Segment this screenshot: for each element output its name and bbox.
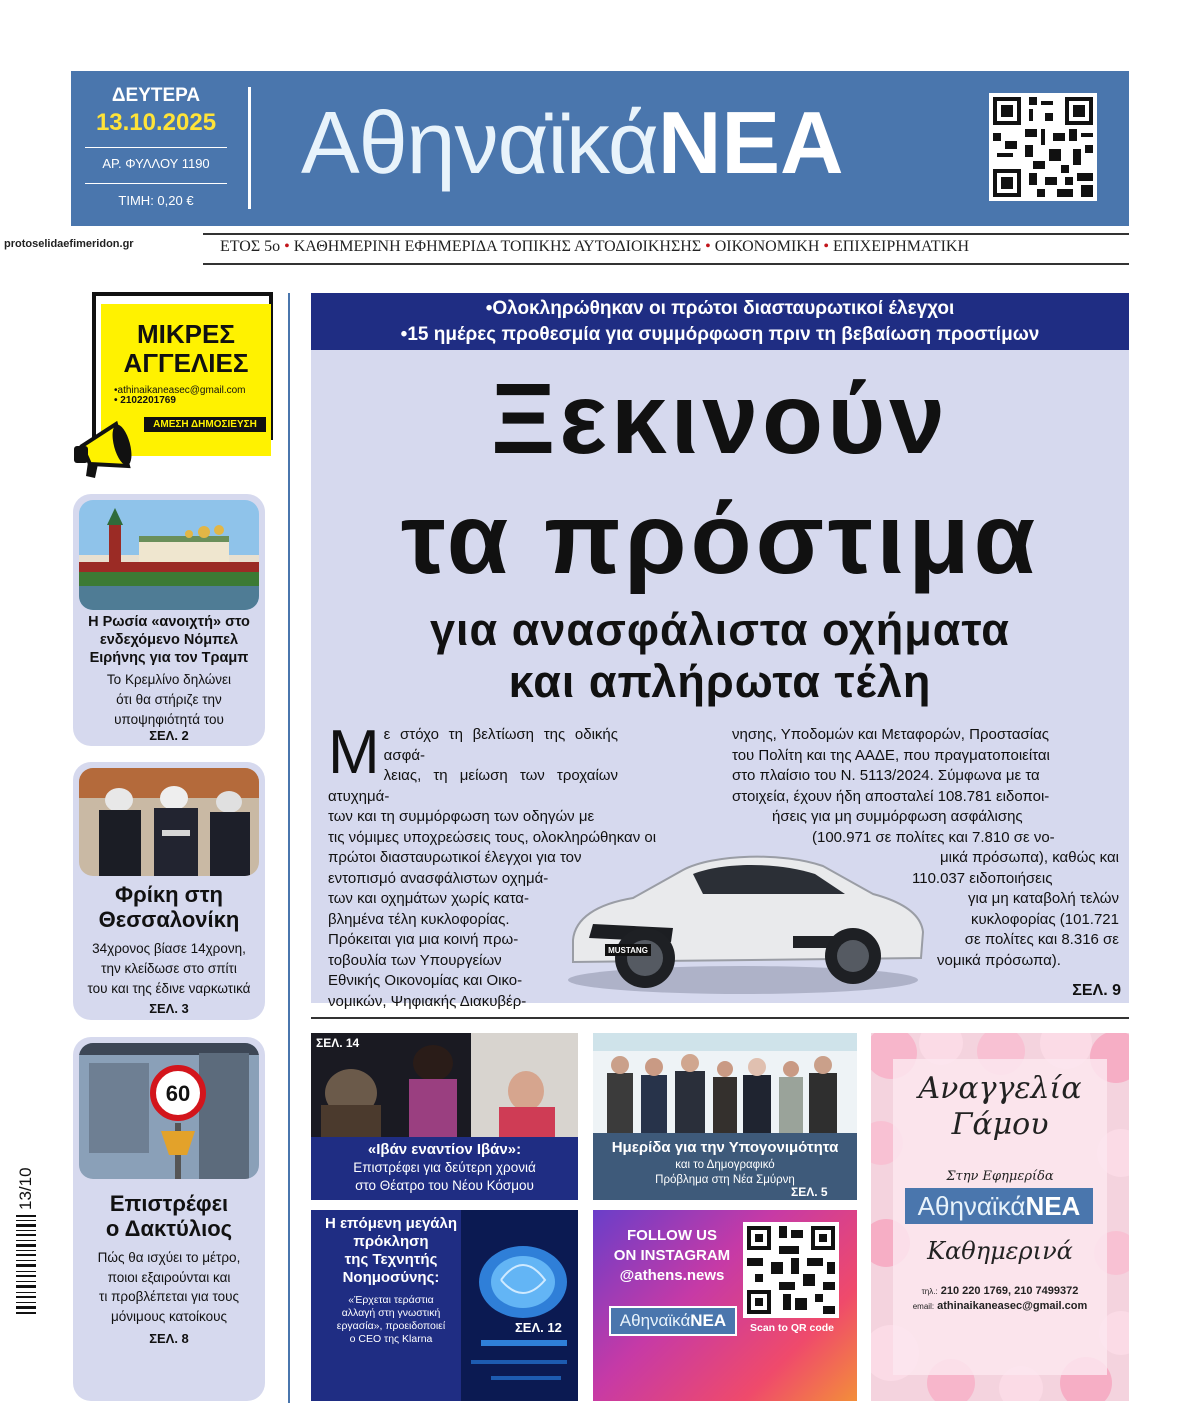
ai-story[interactable] [311, 1210, 578, 1401]
summary-line: και το Δημογραφικό [675, 1159, 775, 1171]
divider [85, 147, 227, 148]
theatre-story[interactable] [311, 1033, 578, 1200]
email-address[interactable]: athinaikaneasec@gmail.com [937, 1300, 1088, 1312]
article-line: ήσεις για μη συμμόρφωση ασφάλισης [772, 808, 1023, 825]
wedding-logo [905, 1188, 1093, 1224]
instagram-handle: @athens.news [619, 1267, 725, 1284]
speed-limit-number: 60 [165, 1081, 191, 1106]
story-title [311, 1215, 471, 1287]
page-ref: ΣΕΛ. 12 [515, 1320, 562, 1335]
tagline-item: ΚΑΘΗΜΕΡΙΝΗ ΕΦΗΜΕΡΙΔΑ ΤΟΠΙΚΗΣ ΑΥΤΟΔΙΟΙΚΗΣΗΣ [293, 238, 702, 255]
logo-bold-text: ΝΕΑ [690, 1311, 727, 1330]
drop-cap: Μ [328, 718, 380, 787]
classifieds-phone[interactable]: • 2102201769 [114, 395, 176, 406]
summary-line: ποιοι εξαιρούνται και [107, 1269, 231, 1285]
title-line: Ειρήνης για τον Τραμπ [89, 650, 249, 666]
title-line: Επιστρέφει [109, 1191, 229, 1216]
phone-label: τηλ.: [921, 1287, 938, 1296]
story-summary [73, 670, 265, 730]
page-ref: ΣΕΛ. 2 [149, 728, 189, 743]
summary-line: ο CEO της Klarna [349, 1333, 433, 1345]
summary-line: τι προβλέπεται για τους [99, 1289, 239, 1304]
instagram-cta [603, 1226, 741, 1286]
article-line: στοιχεία, έχουν ήδη αποσταλεί 108.781 ειδοποι- [732, 787, 1050, 805]
bullet: • [284, 238, 290, 255]
cta-line: ON INSTAGRAM [613, 1247, 731, 1264]
summary-line: αλλαγή στη γνωστική [341, 1307, 441, 1319]
wedding-sub: Στην Εφημερίδα [946, 1169, 1054, 1184]
tagline-item: ΕΠΙΧΕΙΡΗΜΑΤΙΚΗ [833, 238, 970, 255]
headline-line-1: Ξεκινούν [491, 363, 949, 475]
newspaper-logo [301, 93, 844, 193]
article-line: κυκλοφορίας (101.721 [970, 910, 1119, 928]
subhead-line-2: και απλήρωτα τέλη [508, 656, 932, 707]
qr-code-icon [743, 1222, 839, 1318]
summary-line: Πώς θα ισχύει το μέτρο, [97, 1250, 241, 1265]
email-label: email: [912, 1302, 935, 1311]
page-ref: ΣΕΛ. 5 [791, 1185, 828, 1199]
page-ref: ΣΕΛ. 8 [149, 1331, 189, 1346]
title-line: Θεσσαλονίκη [98, 907, 240, 932]
summary-line: υποψηφιότητά του [114, 712, 224, 727]
police-image [79, 768, 259, 876]
cta-line: FOLLOW US [627, 1227, 717, 1244]
summary-line: του και της έδινε ναρκωτικά [87, 981, 251, 996]
headline-line-2: τα πρόστιμα [400, 483, 1040, 595]
story-summary [593, 1158, 857, 1188]
event-story[interactable] [593, 1033, 857, 1200]
speed-sign-image [79, 1043, 259, 1179]
title-line: της Τεχνητής [344, 1251, 438, 1268]
title-line: Αναγγελία [918, 1071, 1082, 1106]
article-line: ε στόχο τη βελτίωση της οδικής ασφά- [383, 726, 618, 764]
main-story[interactable] [311, 350, 1129, 1010]
article-line: Εθνικής Οικονομίας και Οικο- [328, 972, 523, 989]
classifieds-title [101, 320, 271, 378]
tagline [220, 238, 969, 256]
story-title [73, 1191, 265, 1241]
article-line: βλημένα τέλη κυκλοφορίας. [328, 910, 510, 928]
classifieds-tag: ΑΜΕΣΗ ΔΗΜΟΣΙΕΥΣΗ [144, 417, 266, 432]
qr-code[interactable] [989, 93, 1097, 201]
masthead [71, 71, 1129, 226]
barcode-date [16, 1150, 34, 1210]
bullet: • [705, 238, 711, 255]
qr-code-icon [989, 93, 1097, 201]
summary-line: Το Κρεμλίνο δηλώνει [106, 672, 232, 687]
story-summary [73, 939, 265, 999]
logo-bold-text: ΝΕΑ [657, 93, 844, 192]
summary-line: 34χρονος βίασε 14χρονη, [92, 941, 246, 956]
column-rule [288, 293, 290, 1403]
summary-line: Επιστρέφει για δεύτερη χρονιά [353, 1160, 536, 1175]
sidebar-story-thessaloniki[interactable] [73, 762, 265, 1020]
article-line: για μη καταβολή τελών [968, 890, 1119, 907]
event-photo [593, 1033, 857, 1133]
instagram-logo [609, 1306, 737, 1336]
divider [85, 183, 227, 184]
article-line: 110.037 ειδοποιήσεις [912, 869, 1053, 887]
logo-light-text: Αθηναϊκά [917, 1191, 1026, 1221]
sidebar-story-russia[interactable] [73, 494, 265, 746]
wedding-email [895, 1300, 1105, 1312]
police-photo [79, 768, 259, 876]
classifieds-email[interactable]: •athinaikaneasec@gmail.com [114, 385, 246, 396]
barcode-icon [16, 1215, 36, 1315]
car-image [553, 820, 933, 1000]
article-line: μικά πρόσωπα), καθώς και [939, 849, 1119, 866]
story-title [73, 882, 265, 932]
article-line: των και οχημάτων χωρίς κατα- [328, 890, 529, 907]
article-line: τις νόμιμες υποχρεώσεις τους, ολοκληρώθηκαν οι [328, 828, 657, 846]
kremlin-photo [79, 500, 259, 610]
instagram-qr[interactable] [743, 1222, 839, 1318]
title-line: πρόκληση [353, 1233, 429, 1250]
megaphone-icon [70, 414, 140, 484]
page-ref: ΣΕΛ. 14 [316, 1036, 360, 1050]
wedding-daily: Καθημερινά [927, 1237, 1073, 1265]
article-line: νομικών, Ψηφιακής Διακυβέρ- [328, 992, 527, 1010]
wedding-title [871, 1071, 1129, 1143]
article-line: στο πλαίσιο του Ν. 5113/2024. Σύμφωνα με τα [732, 767, 1040, 784]
logo-light-text: Αθηναϊκά [619, 1311, 691, 1330]
classifieds-title-line: ΜΙΚΡΕΣ [137, 319, 235, 349]
barcode-date-text: 13/10 [16, 1167, 35, 1210]
tagline-item: ΟΙΚΟΝΟΜΙΚΗ [714, 238, 820, 255]
bullet: • [823, 238, 830, 255]
summary-line: Πρόβλημα στη Νέα Σμύρνη [655, 1174, 795, 1186]
issue-date: 13.10.2025 [95, 109, 217, 136]
kremlin-image [79, 500, 259, 610]
article-line: πρώτοι διασταυρωτικοί έλεγχοι για τον [328, 849, 582, 866]
summary-line: στο Θέατρο του Νέου Κόσμου [355, 1178, 534, 1193]
summary-line: «Έρχεται τεράστια [348, 1294, 434, 1306]
article-line: σε πολίτες και 8.316 σε [964, 931, 1119, 948]
article-line: Πρόκειται για μια κοινή πρω- [328, 931, 519, 948]
title-line: ενδεχόμενο Νόμπελ [99, 632, 239, 648]
wedding-phones [895, 1285, 1105, 1297]
story-summary [311, 1294, 471, 1346]
speed-sign-photo [79, 1043, 259, 1179]
sidebar-story-daktylios[interactable] [73, 1037, 265, 1401]
article-line: λειας, τη μείωση των τροχαίων ατυχημά- [328, 767, 618, 805]
story-title: Ημερίδα για την Υπογονιμότητα [611, 1139, 839, 1156]
rule [311, 1017, 1129, 1019]
scan-instruction: Scan to QR code [749, 1322, 834, 1334]
classifieds-box[interactable] [92, 292, 269, 462]
main-story-deck [311, 293, 1129, 350]
title-line: Γάμου [951, 1107, 1049, 1142]
subhead-line-1: για ανασφάλιστα οχήματα [430, 604, 1010, 655]
title-line: ο Δακτύλιος [105, 1216, 233, 1241]
story-summary [311, 1159, 578, 1195]
rule [203, 233, 1129, 235]
story-title [73, 613, 265, 667]
summary-line: εργασία», προειδοποιεί [336, 1320, 446, 1332]
logo-light-text: Αθηναϊκά [301, 93, 658, 192]
summary-line: την κλείδωσε στο σπίτι [101, 961, 237, 976]
wedding-ad[interactable] [871, 1033, 1129, 1401]
article-line: νομικά πρόσωπα). [937, 951, 1061, 969]
article-line: του Πολίτη και της ΑΑΔΕ, που πραγματοποιείται [732, 746, 1050, 764]
page-ref: ΣΕΛ. 9 [1072, 982, 1121, 999]
summary-line: ότι θα στήριζε την [116, 692, 222, 707]
source-site[interactable]: protoselidaefimeridon.gr [4, 238, 134, 250]
story-summary [73, 1248, 265, 1326]
tagline-year: ΕΤΟΣ 5ο [220, 238, 281, 255]
issue-day: ΔΕΥΤΕΡΑ [111, 85, 201, 106]
article-line: τοβουλία των Υπουργείων [328, 951, 502, 969]
logo-bold-text: ΝΕΑ [1025, 1191, 1081, 1221]
deck-line: •15 ημέρες προθεσμία για συμμόρφωση πριν τη βεβαίωση προστίμων [400, 324, 1040, 345]
rule [203, 263, 1129, 265]
car-plate: MUSTANG [608, 946, 648, 955]
deck-line: •Ολοκληρώθηκαν οι πρώτοι διασταυρωτικοί έλεγχοι [485, 298, 955, 319]
issue-price: ΤΙΜΗ: 0,20 € [118, 193, 194, 208]
article-line: εντοπισμό ανασφάλιστων οχημά- [328, 869, 549, 887]
classifieds-title-line: ΑΓΓΕΛΙΕΣ [123, 348, 249, 378]
title-line: Η Ρωσία «ανοιχτή» στο [88, 614, 250, 630]
page-ref: ΣΕΛ. 3 [149, 1001, 189, 1016]
issue-number: ΑΡ. ΦΥΛΛΟΥ 1190 [102, 156, 210, 171]
article-line: (100.971 σε πολίτες και 7.810 σε νο- [812, 828, 1055, 846]
title-line: Η επόμενη μεγάλη [324, 1215, 458, 1232]
title-line: Νοημοσύνης: [342, 1269, 440, 1286]
brain-image [461, 1210, 578, 1401]
article-line: των και τη συμμόρφωση των οδηγών με [328, 808, 595, 825]
phone-numbers[interactable]: 210 220 1769, 210 7499372 [940, 1285, 1079, 1297]
instagram-ad[interactable] [593, 1210, 857, 1401]
title-line: Φρίκη στη [115, 882, 223, 907]
article-line: νησης, Υποδομών και Μεταφορών, Προστασίας [732, 726, 1049, 743]
masthead-separator [248, 87, 251, 209]
summary-line: μόνιμους κατοίκους [111, 1308, 227, 1324]
story-title: «Ιβάν εναντίον Ιβάν»: [367, 1141, 522, 1158]
